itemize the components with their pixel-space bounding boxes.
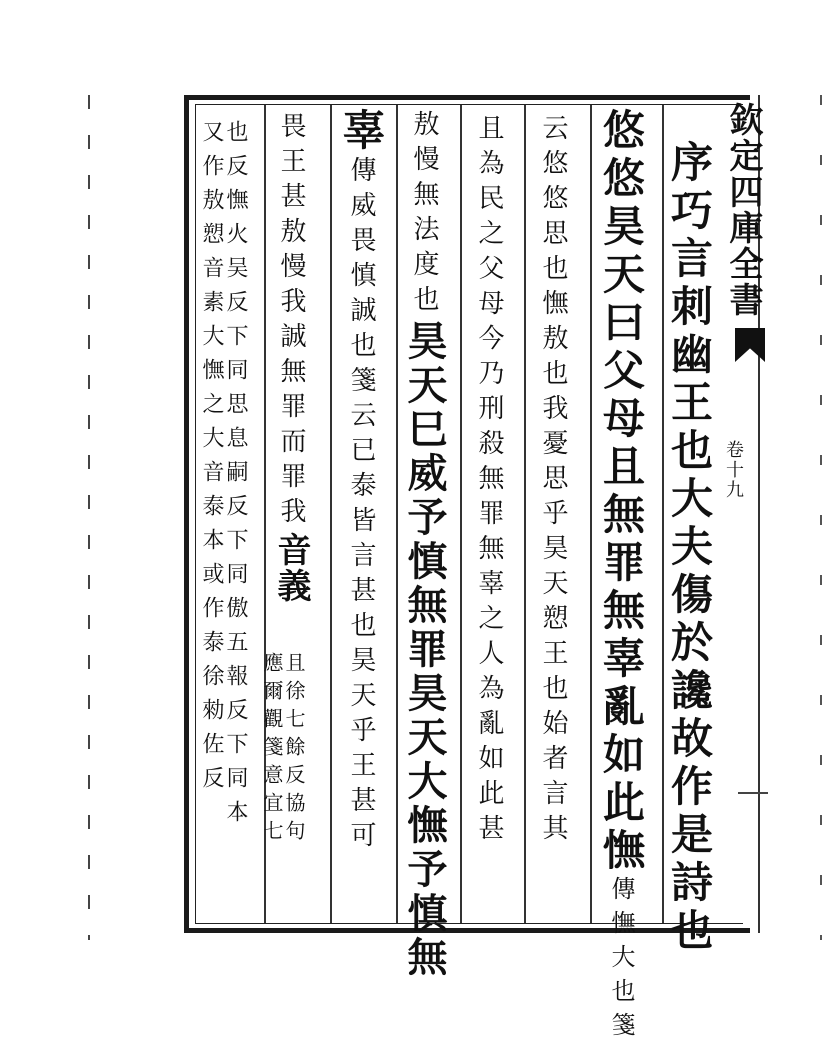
- column-rule: [662, 105, 664, 923]
- fish-tail-mark: [735, 328, 765, 362]
- verse-text: 辜: [337, 108, 386, 156]
- banner-title: 欽定四庫全書: [723, 102, 763, 318]
- note-left: 應爾觀箋意宜七: [260, 652, 284, 848]
- commentary-text: 畏王甚敖慢我誠無罪而罪我: [276, 112, 306, 532]
- commentary-column-7: [271, 112, 311, 604]
- banner-dash: [738, 792, 768, 794]
- commentary-text: 傳威畏慎誠也箋云已泰皆言甚也昊天乎王甚可: [346, 156, 376, 856]
- column-rule: [590, 105, 592, 923]
- right-margin-rule: [820, 95, 822, 940]
- verse-column-6: [337, 108, 386, 856]
- note-right: 也反憮火吴反下同思息嗣反下同傲五報反下同本: [223, 120, 248, 834]
- verse-column-2: [597, 108, 646, 1046]
- yinyi-marker: 音義: [271, 532, 311, 604]
- verse-text: 悠悠昊天曰父母且無罪無辜亂如此憮: [597, 108, 646, 876]
- yinyi-note-8: [200, 120, 246, 834]
- column-rule: [524, 105, 526, 923]
- note-right: 且徐七餘反協句: [282, 652, 306, 848]
- preface-line: 序巧言刺幽王也大夫傷於讒故作是詩也: [665, 140, 714, 956]
- commentary-column-4: 且為民之父母今乃刑殺無罪無辜之人為亂如此甚: [474, 114, 504, 849]
- left-margin-rule: [88, 95, 90, 940]
- verse-column-5: [401, 110, 448, 980]
- column-rule: [396, 105, 398, 923]
- commentary-text: 敖慢無法度也: [409, 110, 439, 320]
- volume-label: 卷十九: [723, 440, 744, 500]
- verse-text: 昊天巳威予慎無罪昊天大憮予慎無: [401, 320, 448, 980]
- commentary-column-3: 云悠悠思也憮敖也我憂思乎昊天愬王也始者言其: [538, 114, 568, 849]
- column-rule: [460, 105, 462, 923]
- note-left: 又作敖愬音素大憮之大音泰本或作泰徐勑佐反: [199, 120, 224, 800]
- yinyi-note-7: [262, 652, 304, 848]
- column-rule: [330, 105, 332, 923]
- commentary-text: 傳憮大也箋: [607, 876, 635, 1046]
